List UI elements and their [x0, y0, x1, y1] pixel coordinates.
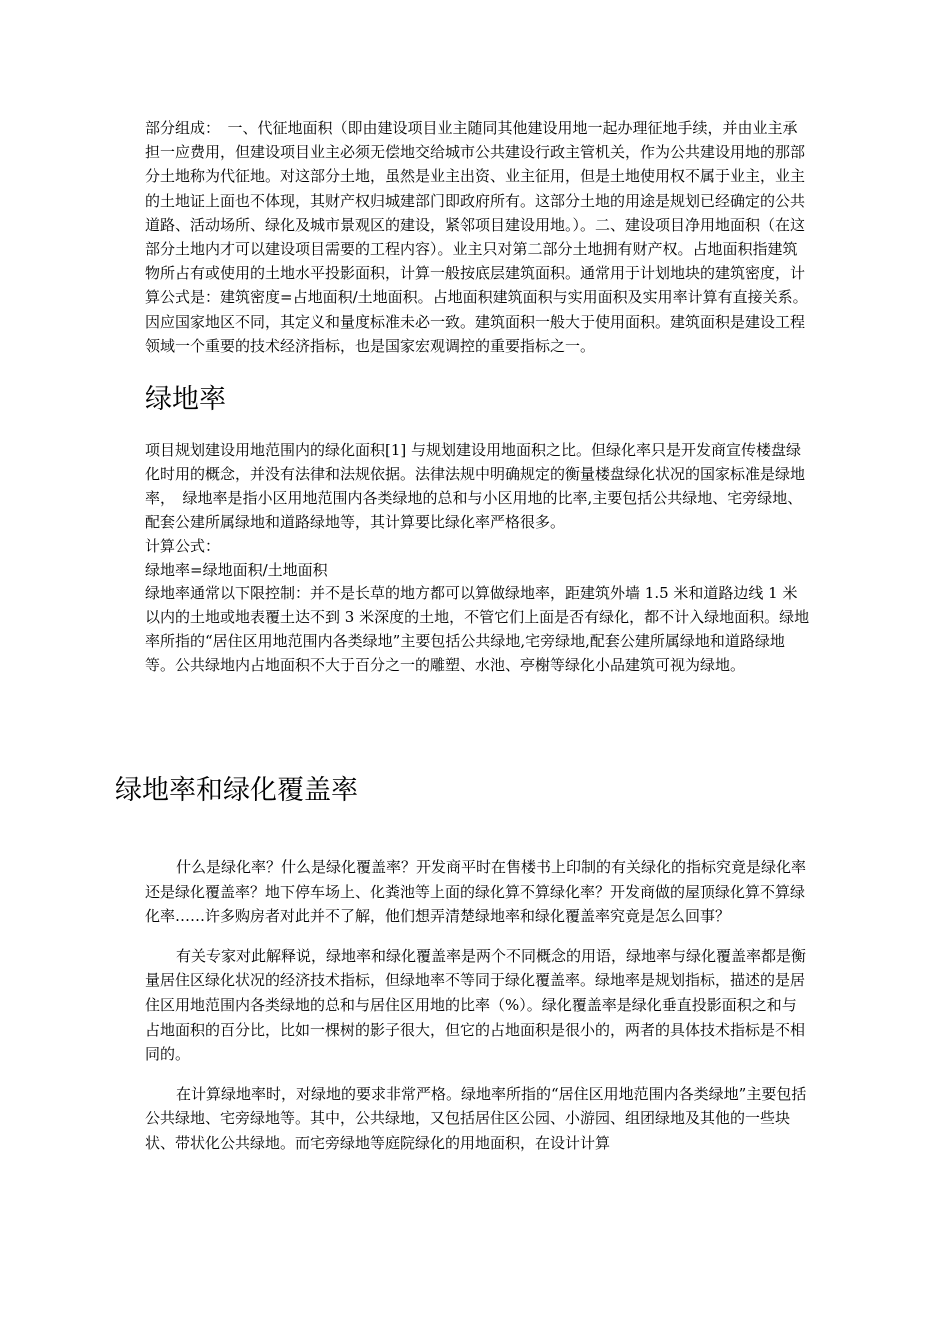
comparison-body	[145, 855, 810, 1171]
formula-label: 计算公式：	[145, 536, 221, 555]
formula-text: 绿地率=绿地面积/土地面积	[145, 560, 328, 579]
comparison-paragraph-calculation: 在计算绿地率时，对绿地的要求非常严格。绿地率所指的“居住区用地范围内各类绿地”主要包括公共绿地、宅旁绿地等。其中，公共绿地，又包括居住区公园、小游园、组团绿地及其他的一些块状、带状化公共绿地。而宅旁绿地等庭院绿化的用地面积，在设计计算	[145, 1084, 807, 1152]
comparison-paragraph-questions: 什么是绿化率？什么是绿化覆盖率？开发商平时在售楼书上印制的有关绿化的指标究竟是绿化率还是绿化覆盖率？地下停车场上、化粪池等上面的绿化算不算绿化率？开发商做的屋顶绿化算不算绿化率……许多购房者对此并不了解，他们想弄清楚绿地率和绿化覆盖率究竟是怎么回事？	[145, 858, 807, 926]
greenland-rate-body	[145, 439, 810, 678]
section-heading-greenland-vs-coverage: 绿地率和绿化覆盖率	[115, 775, 358, 806]
intro-paragraph-block	[145, 116, 810, 358]
section-heading-greenland-rate: 绿地率	[145, 384, 226, 415]
greenland-limit-paragraph: 绿地率通常以下限控制：并不是长草的地方都可以算做绿地率，距建筑外墙 1.5 米和道路边线 1 米以内的土地或地表覆土达不到 3 米深度的土地，不管它们上面是否有绿化，都不计入绿地面积。绿地率所指的“居住区用地范围内各类绿地”主要包括公共绿地,宅旁绿地,配套公建所属绿地和道路绿地等。公共绿地内占地面积不大于百分之一的雕塑、水池、亭榭等绿化小品建筑可视为绿地。	[145, 584, 810, 675]
greenland-definition-paragraph: 项目规划建设用地范围内的绿化面积[1] 与规划建设用地面积之比。但绿化率只是开发商宣传楼盘绿化时用的概念，并没有法律和法规依据。法律法规中明确规定的衡量楼盘绿化状况的国家标准是绿地率， 绿地率是指小区用地范围内各类绿地的总和与小区用地的比率,主要包括公共绿地、宅旁绿地、配套公建所属绿地和道路绿地等，其计算要比绿化率严格很多。	[145, 441, 806, 531]
comparison-paragraph-expert: 有关专家对此解释说，绿地率和绿化覆盖率是两个不同概念的用语，绿地率与绿化覆盖率都是衡量居住区绿化状况的经济技术指标，但绿地率不等同于绿化覆盖率。绿地率是规划指标，描述的是居住区用地范围内各类绿地的总和与居住区用地的比率（%）。绿化覆盖率是绿化垂直投影面积之和与占地面积的百分比，比如一棵树的影子很大，但它的占地面积是很小的，两者的具体技术指标是不相同的。	[145, 946, 807, 1064]
intro-paragraph: 部分组成： 一、代征地面积（即由建设项目业主随同其他建设用地一起办理征地手续，并由业主承担一应费用，但建设项目业主必须无偿地交给城市公共建设行政主管机关，作为公共建设用地的那部分土地称为代征地。对这部分土地，虽然是业主出资、业主征用，但是土地使用权不属于业主，业主的土地证上面也不体现，其财产权归城建部门即政府所有。这部分土地的用途是规划已经确定的公共道路、活动场所、绿化及城市景观区的建设，紧邻项目建设用地。）。二、建设项目净用地面积（在这部分土地内才可以建设项目需要的工程内容）。业主只对第二部分土地拥有财产权。占地面积指建筑物所占有或使用的土地水平投影面积，计算一般按底层建筑面积。通常用于计划地块的建筑密度，计算公式是：建筑密度=占地面积/土地面积。占地面积建筑面积与实用面积及实用率计算有直接关系。因应国家地区不同，其定义和量度标准未必一致。建筑面积一般大于使用面积。建筑面积是建设工程领域一个重要的技术经济指标，也是国家宏观调控的重要指标之一。	[145, 119, 808, 355]
